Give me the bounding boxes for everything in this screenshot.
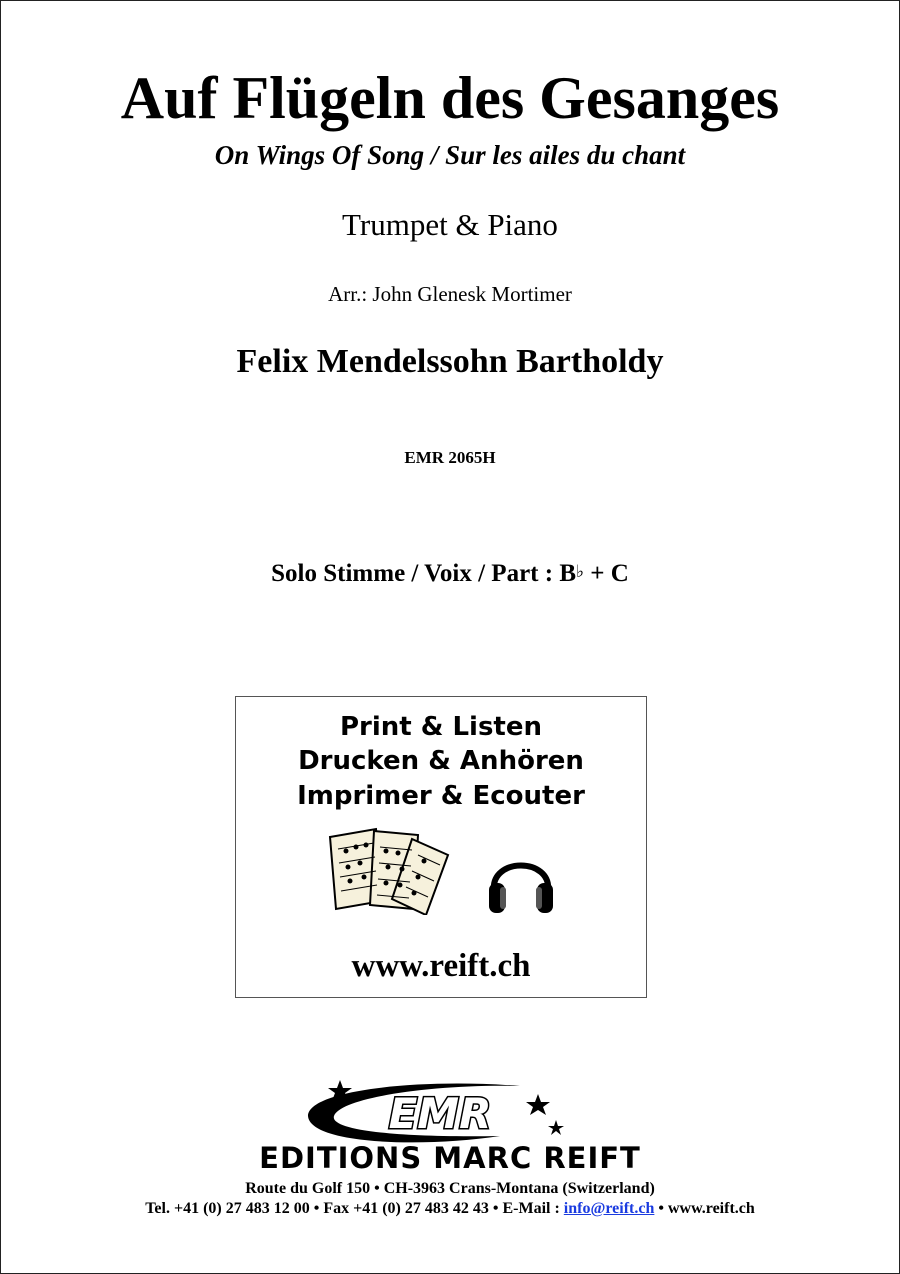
publisher-address: Route du Golf 150 • CH-3963 Crans-Montana (Switzerland) bbox=[245, 1180, 655, 1197]
composer: Felix Mendelssohn Bartholdy bbox=[236, 343, 664, 380]
instrumentation: Trumpet & Piano bbox=[342, 207, 558, 242]
contact-prefix: Tel. +41 (0) 27 483 12 00 • Fax +41 (0) 27 483 42 43 • E-Mail : bbox=[145, 1200, 564, 1217]
contact-suffix: • www.reift.ch bbox=[654, 1200, 755, 1217]
subtitle: On Wings Of Song / Sur les ailes du chant bbox=[214, 140, 686, 170]
promo-url[interactable]: www.reift.ch bbox=[351, 948, 531, 984]
publisher-name: EDITIONS MARC REIFT bbox=[259, 1141, 641, 1175]
arranger: Arr.: John Glenesk Mortimer bbox=[328, 282, 572, 306]
promo-line-english: Print & Listen bbox=[339, 712, 543, 742]
headphones-icon bbox=[486, 843, 556, 919]
print-listen-box[interactable] bbox=[235, 696, 647, 998]
promo-line-german: Drucken & Anhören bbox=[298, 746, 584, 776]
sheet-music-icon bbox=[326, 825, 456, 915]
logo-letters: EMR bbox=[388, 1089, 492, 1138]
promo-line-french: Imprimer & Ecouter bbox=[297, 781, 585, 811]
page-title: Auf Flügeln des Gesanges bbox=[120, 65, 780, 131]
part-label bbox=[0, 558, 900, 592]
part-prefix: Solo Stimme / Voix / Part : B bbox=[271, 560, 576, 587]
publisher-contact bbox=[0, 1198, 900, 1220]
catalog-number: EMR 2065H bbox=[404, 448, 496, 467]
email-link[interactable]: info@reift.ch bbox=[563, 1200, 655, 1217]
part-suffix: + C bbox=[584, 560, 629, 587]
flat-symbol: ♭ bbox=[576, 562, 585, 581]
